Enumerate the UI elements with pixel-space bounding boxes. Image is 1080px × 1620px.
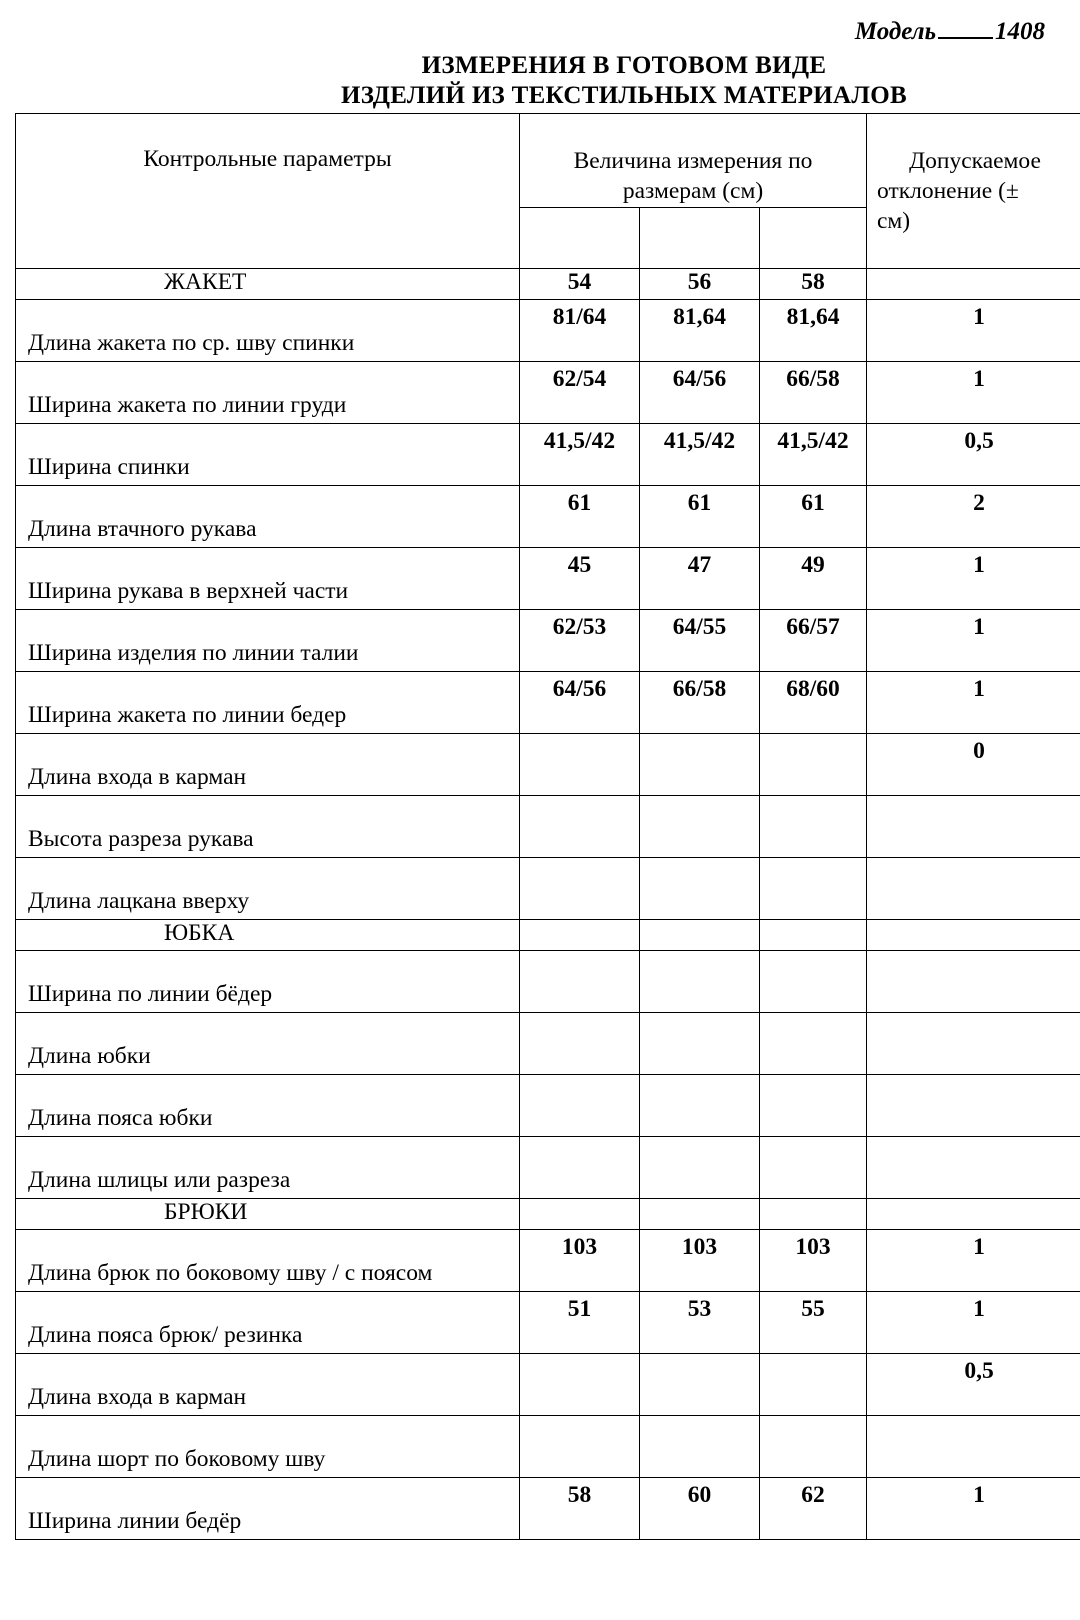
size-value: [520, 1013, 640, 1075]
section-size-cell: [520, 1199, 640, 1230]
tolerance-value: [867, 796, 1080, 858]
section-name: БРЮКИ: [16, 1199, 520, 1230]
header-size-cell: [640, 208, 760, 269]
table-row: [16, 1416, 1080, 1478]
parameter-name: Ширина изделия по линии талии: [16, 610, 520, 672]
size-value: [640, 1013, 760, 1075]
section-name: ЮБКА: [16, 920, 520, 951]
model-number-line: [855, 18, 1045, 46]
size-value: [760, 1013, 867, 1075]
section-tolerance-cell: [867, 269, 1080, 300]
size-value: 103: [520, 1230, 640, 1292]
parameter-name: Ширина по линии бёдер: [16, 951, 520, 1013]
size-value: 49: [760, 548, 867, 610]
parameter-name: Длина юбки: [16, 1013, 520, 1075]
section-row: [16, 1199, 1080, 1230]
tolerance-value: 2: [867, 486, 1080, 548]
parameter-name: Длина жакета по ср. шву спинки: [16, 300, 520, 362]
size-value: [640, 1137, 760, 1199]
tolerance-value: [867, 858, 1080, 920]
size-value: 66/58: [760, 362, 867, 424]
parameter-name: Высота разреза рукава: [16, 796, 520, 858]
table-row: [16, 1230, 1080, 1292]
section-row: [16, 269, 1080, 300]
table-row: [16, 1478, 1080, 1540]
header-tolerance-line1: Допускаемое: [909, 148, 1041, 174]
measurements-table: [15, 113, 1080, 1540]
size-value: [640, 951, 760, 1013]
table-row: [16, 362, 1080, 424]
size-value: [520, 858, 640, 920]
size-value: [760, 796, 867, 858]
parameter-name: Длина втачного рукава: [16, 486, 520, 548]
table-header-row: [16, 114, 1080, 208]
tolerance-value: [867, 1075, 1080, 1137]
section-size-cell: 58: [760, 269, 867, 300]
size-value: 47: [640, 548, 760, 610]
size-value: 103: [760, 1230, 867, 1292]
size-value: [520, 1137, 640, 1199]
size-value: 41,5/42: [760, 424, 867, 486]
model-underline: [938, 36, 993, 39]
size-value: [640, 734, 760, 796]
size-value: [760, 1354, 867, 1416]
section-tolerance-cell: [867, 920, 1080, 951]
parameter-name: Ширина жакета по линии груди: [16, 362, 520, 424]
tolerance-value: 0: [867, 734, 1080, 796]
header-tolerance-line2: отклонение (±: [877, 178, 1019, 204]
header-tolerance: [867, 114, 1080, 269]
size-value: [640, 1354, 760, 1416]
size-value: 53: [640, 1292, 760, 1354]
table-row: [16, 424, 1080, 486]
tolerance-value: [867, 1137, 1080, 1199]
size-value: 41,5/42: [640, 424, 760, 486]
tolerance-value: [867, 1013, 1080, 1075]
size-value: 58: [520, 1478, 640, 1540]
table-row: [16, 1137, 1080, 1199]
size-value: [520, 734, 640, 796]
document-title-line1: ИЗМЕРЕНИЯ В ГОТОВОМ ВИДЕ: [421, 52, 827, 79]
parameter-name: Ширина рукава в верхней части: [16, 548, 520, 610]
table-row: [16, 858, 1080, 920]
table-row: [16, 672, 1080, 734]
size-value: [640, 1416, 760, 1478]
model-number: 1408: [995, 18, 1045, 45]
tolerance-value: 1: [867, 362, 1080, 424]
section-size-cell: [760, 1199, 867, 1230]
tolerance-value: 1: [867, 672, 1080, 734]
size-value: 81,64: [760, 300, 867, 362]
size-value: 61: [760, 486, 867, 548]
parameter-name: Длина шлицы или разреза: [16, 1137, 520, 1199]
header-size-cell: [760, 208, 867, 269]
section-size-cell: 56: [640, 269, 760, 300]
size-value: [640, 858, 760, 920]
size-value: 62/53: [520, 610, 640, 672]
parameter-name: Длина шорт по боковому шву: [16, 1416, 520, 1478]
size-value: [760, 734, 867, 796]
table-row: [16, 734, 1080, 796]
size-value: [520, 1075, 640, 1137]
section-size-cell: [640, 920, 760, 951]
header-tolerance-line3: см): [877, 208, 911, 234]
parameter-name: Длина брюк по боковому шву / с поясом: [16, 1230, 520, 1292]
section-size-cell: [520, 920, 640, 951]
document-title-line2: ИЗДЕЛИЙ ИЗ ТЕКСТИЛЬНЫХ МАТЕРИАЛОВ: [340, 82, 908, 109]
size-value: 60: [640, 1478, 760, 1540]
table-row: [16, 300, 1080, 362]
size-value: [760, 858, 867, 920]
size-value: 41,5/42: [520, 424, 640, 486]
size-value: 64/56: [640, 362, 760, 424]
size-value: [760, 951, 867, 1013]
table-row: [16, 1075, 1080, 1137]
header-size-values-line2: размерам (см): [622, 178, 764, 204]
size-value: 81,64: [640, 300, 760, 362]
table-row: [16, 1354, 1080, 1416]
size-value: 62/54: [520, 362, 640, 424]
table-row: [16, 1013, 1080, 1075]
parameter-name: Длина лацкана вверху: [16, 858, 520, 920]
header-size-cell: [520, 208, 640, 269]
parameter-name: Длина входа в карман: [16, 734, 520, 796]
table-row: [16, 796, 1080, 858]
size-value: [640, 796, 760, 858]
size-value: 61: [640, 486, 760, 548]
section-tolerance-cell: [867, 1199, 1080, 1230]
model-label: Модель: [854, 18, 936, 45]
table-row: [16, 486, 1080, 548]
tolerance-value: 1: [867, 1292, 1080, 1354]
size-value: 81/64: [520, 300, 640, 362]
table-row: [16, 1292, 1080, 1354]
table-row: [16, 548, 1080, 610]
parameter-name: Длина входа в карман: [16, 1354, 520, 1416]
tolerance-value: 1: [867, 548, 1080, 610]
section-size-cell: [640, 1199, 760, 1230]
parameter-name: Длина пояса юбки: [16, 1075, 520, 1137]
header-control-parameters: Контрольные параметры: [16, 114, 520, 269]
table-row: [16, 951, 1080, 1013]
size-value: 64/55: [640, 610, 760, 672]
size-value: [520, 951, 640, 1013]
tolerance-value: 0,5: [867, 1354, 1080, 1416]
parameter-name: Ширина жакета по линии бедер: [16, 672, 520, 734]
tolerance-value: 1: [867, 1478, 1080, 1540]
tolerance-value: 1: [867, 1230, 1080, 1292]
size-value: [520, 1416, 640, 1478]
section-size-cell: 54: [520, 269, 640, 300]
section-row: [16, 920, 1080, 951]
size-value: [520, 1354, 640, 1416]
tolerance-value: 1: [867, 610, 1080, 672]
header-size-values: [520, 114, 867, 208]
size-value: [760, 1075, 867, 1137]
tolerance-value: [867, 951, 1080, 1013]
size-value: 66/57: [760, 610, 867, 672]
header-size-values-line1: Величина измерения по: [573, 148, 813, 174]
size-value: 64/56: [520, 672, 640, 734]
size-value: 68/60: [760, 672, 867, 734]
section-name: ЖАКЕТ: [16, 269, 520, 300]
parameter-name: Ширина спинки: [16, 424, 520, 486]
tolerance-value: [867, 1416, 1080, 1478]
size-value: [760, 1137, 867, 1199]
parameter-name: Длина пояса брюк/ резинка: [16, 1292, 520, 1354]
size-value: 103: [640, 1230, 760, 1292]
size-value: [520, 796, 640, 858]
section-size-cell: [760, 920, 867, 951]
size-value: 61: [520, 486, 640, 548]
size-value: [760, 1416, 867, 1478]
tolerance-value: 0,5: [867, 424, 1080, 486]
size-value: 55: [760, 1292, 867, 1354]
parameter-name: Ширина линии бедёр: [16, 1478, 520, 1540]
size-value: 51: [520, 1292, 640, 1354]
size-value: 45: [520, 548, 640, 610]
tolerance-value: 1: [867, 300, 1080, 362]
size-value: 62: [760, 1478, 867, 1540]
table-row: [16, 610, 1080, 672]
size-value: 66/58: [640, 672, 760, 734]
size-value: [640, 1075, 760, 1137]
